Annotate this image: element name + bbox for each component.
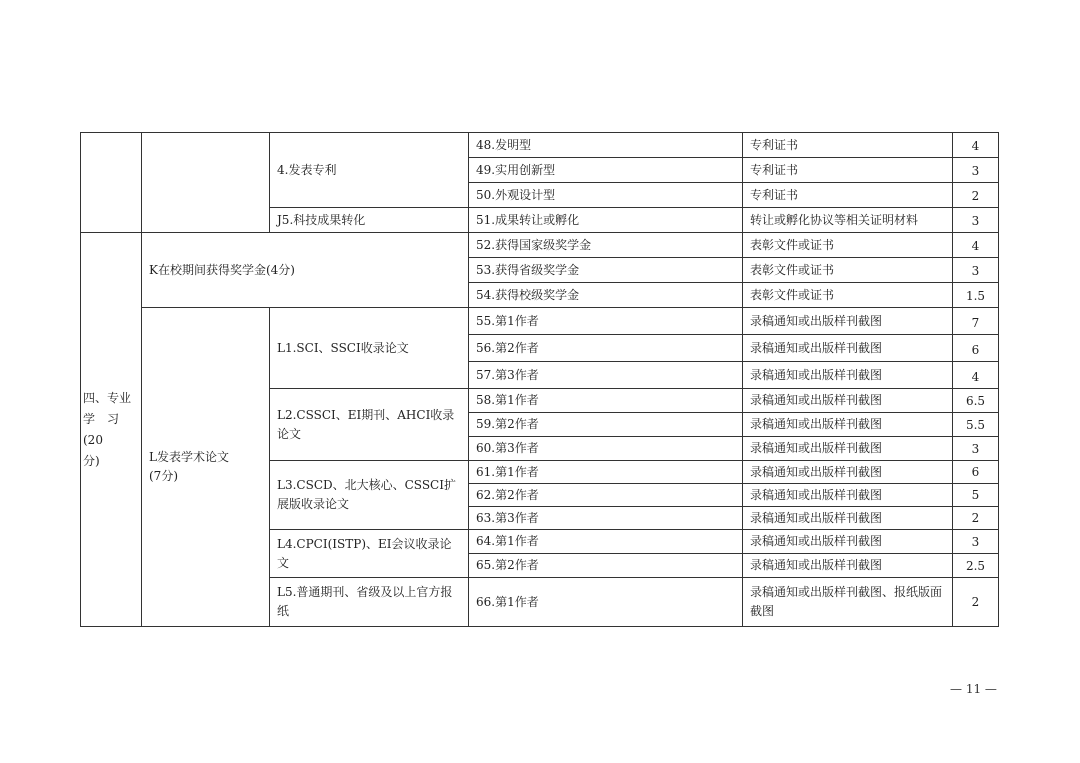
score-cell: 3 [953,208,999,233]
group-label: L5.普通期刊、省级及以上官方报纸 [270,578,469,627]
score-cell: 4 [953,133,999,158]
score-cell: 3 [953,437,999,461]
item-cell: 64.第1作者 [469,530,743,554]
item-cell: 50.外观设计型 [469,183,743,208]
category-line: 学 习 [83,411,120,426]
evidence-cell: 录稿通知或出版样刊截图、报纸版面截图 [743,578,953,627]
subcategory-label [142,308,270,627]
score-cell: 4 [953,362,999,389]
score-cell: 2 [953,507,999,530]
evidence-cell: 录稿通知或出版样刊截图 [743,554,953,578]
score-cell: 7 [953,308,999,335]
item-cell: 48.发明型 [469,133,743,158]
item-cell: 65.第2作者 [469,554,743,578]
evidence-cell: 录稿通知或出版样刊截图 [743,335,953,362]
subcategory-label: K在校期间获得奖学金(4分) [142,233,469,308]
evidence-cell: 表彰文件或证书 [743,258,953,283]
score-cell: 3 [953,258,999,283]
item-cell: 52.获得国家级奖学金 [469,233,743,258]
table-row [81,133,999,158]
item-cell: 61.第1作者 [469,461,743,484]
item-cell: 58.第1作者 [469,389,743,413]
item-cell: 66.第1作者 [469,578,743,627]
evidence-cell: 录稿通知或出版样刊截图 [743,461,953,484]
evidence-cell: 专利证书 [743,183,953,208]
group-label: L3.CSCD、北大核心、CSSCI扩展版收录论文 [270,461,469,530]
evidence-cell: 录稿通知或出版样刊截图 [743,308,953,335]
evidence-cell: 专利证书 [743,133,953,158]
item-cell: 53.获得省级奖学金 [469,258,743,283]
sub-item-label: J5.科技成果转化 [270,208,469,233]
item-cell: 62.第2作者 [469,484,743,507]
group-label: L2.CSSCI、EI期刊、AHCI收录论文 [270,389,469,461]
category-line: (20 [83,432,103,447]
evidence-cell: 录稿通知或出版样刊截图 [743,362,953,389]
score-cell: 2 [953,183,999,208]
evidence-cell: 转让或孵化协议等相关证明材料 [743,208,953,233]
score-cell: 5 [953,484,999,507]
item-cell: 57.第3作者 [469,362,743,389]
evidence-cell: 录稿通知或出版样刊截图 [743,530,953,554]
item-cell: 49.实用创新型 [469,158,743,183]
score-cell: 6 [953,461,999,484]
score-cell: 6.5 [953,389,999,413]
score-cell: 2.5 [953,554,999,578]
evidence-cell: 录稿通知或出版样刊截图 [743,437,953,461]
item-cell: 56.第2作者 [469,335,743,362]
group-label: L4.CPCI(ISTP)、EI会议收录论文 [270,530,469,578]
evidence-cell: 表彰文件或证书 [743,283,953,308]
evidence-cell: 专利证书 [743,158,953,183]
table-row [81,233,999,258]
score-cell: 3 [953,158,999,183]
item-cell: 59.第2作者 [469,413,743,437]
item-cell: 51.成果转让或孵化 [469,208,743,233]
score-cell: 4 [953,233,999,258]
category-cell [81,233,142,627]
score-cell: 2 [953,578,999,627]
category-line: 四、专业 [83,390,132,405]
item-cell: 54.获得校级奖学金 [469,283,743,308]
page-number: — 11 — [950,682,997,696]
group-label: L1.SCI、SSCI收录论文 [270,308,469,389]
evidence-cell: 录稿通知或出版样刊截图 [743,389,953,413]
evidence-cell: 录稿通知或出版样刊截图 [743,484,953,507]
category-line: 分) [83,453,100,468]
category-cell-empty [81,133,142,233]
item-cell: 55.第1作者 [469,308,743,335]
sub-item-label: 4.发表专利 [270,133,469,208]
score-cell: 5.5 [953,413,999,437]
subcategory-label-line: (7分) [149,469,178,483]
evidence-cell: 表彰文件或证书 [743,233,953,258]
evidence-cell: 录稿通知或出版样刊截图 [743,413,953,437]
subcategory-label-line: L发表学术论文 [149,450,229,464]
score-cell: 6 [953,335,999,362]
evidence-cell: 录稿通知或出版样刊截图 [743,507,953,530]
subcategory-cell-empty [142,133,270,233]
score-cell: 1.5 [953,283,999,308]
table-row [81,308,999,335]
item-cell: 60.第3作者 [469,437,743,461]
item-cell: 63.第3作者 [469,507,743,530]
criteria-table [80,132,999,627]
score-cell: 3 [953,530,999,554]
